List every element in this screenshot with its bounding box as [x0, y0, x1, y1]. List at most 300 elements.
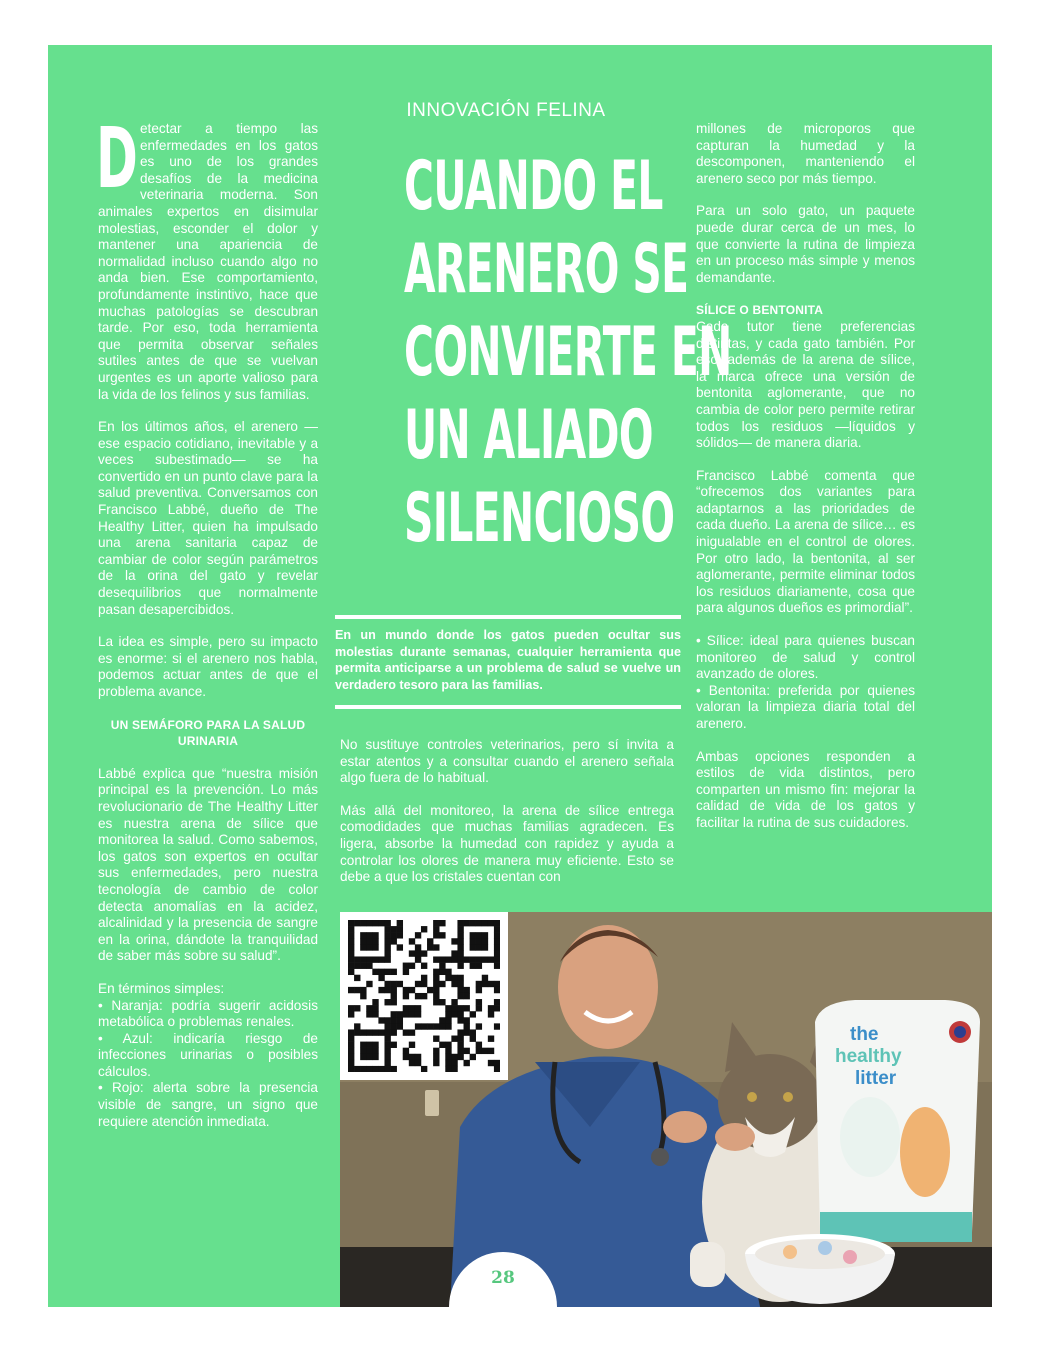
qr-module [366, 963, 372, 969]
qr-module [457, 975, 463, 981]
qr-module [457, 1036, 463, 1042]
qr-module [494, 950, 500, 956]
qr-module [384, 938, 390, 944]
qr-module [445, 1048, 451, 1054]
qr-module [445, 975, 451, 981]
qr-module [391, 932, 397, 938]
qr-module [378, 920, 384, 926]
qr-module [476, 1023, 482, 1029]
qr-module [494, 999, 500, 1005]
qr-module [415, 1005, 421, 1011]
qr-module [488, 1005, 494, 1011]
qr-module [457, 993, 463, 999]
qr-module [366, 1005, 372, 1011]
qr-module [470, 932, 476, 938]
qr-module [372, 920, 378, 926]
qr-module [348, 987, 354, 993]
qr-module [360, 1029, 366, 1035]
qr-module [488, 1048, 494, 1054]
qr-module [354, 1029, 360, 1035]
qr-module [360, 987, 366, 993]
qr-module [366, 1029, 372, 1035]
qr-module [494, 944, 500, 950]
qr-module [433, 975, 439, 981]
qr-module [384, 926, 390, 932]
qr-module [433, 932, 439, 938]
qr-module [421, 950, 427, 956]
qr-module [476, 938, 482, 944]
qr-module [494, 926, 500, 932]
qr-module [433, 926, 439, 932]
vet-with-cat-photo [340, 912, 992, 1307]
qr-module [457, 981, 463, 987]
qr-module [488, 1060, 494, 1066]
qr-module [476, 999, 482, 1005]
qr-module [391, 987, 397, 993]
qr-module [354, 987, 360, 993]
qr-module [348, 944, 354, 950]
qr-module [384, 944, 390, 950]
qr-module [354, 975, 360, 981]
headline-line: CONVIERTE EN [404, 313, 732, 392]
qr-pattern [348, 920, 500, 1072]
qr-module [391, 1011, 397, 1017]
qr-module [415, 932, 421, 938]
qr-module [433, 987, 439, 993]
qr-module [445, 1023, 451, 1029]
qr-module [384, 969, 390, 975]
qr-module [445, 956, 451, 962]
qr-module [384, 1023, 390, 1029]
qr-module [470, 1011, 476, 1017]
qr-module [488, 1011, 494, 1017]
qr-module [348, 969, 354, 975]
qr-module [397, 1017, 403, 1023]
qr-module [384, 1042, 390, 1048]
qr-module [427, 938, 433, 944]
qr-module [384, 1054, 390, 1060]
qr-module [476, 1005, 482, 1011]
bag-brand-text: healthy [835, 1046, 902, 1067]
qr-module [348, 1029, 354, 1035]
qr-module [439, 999, 445, 1005]
subheading: SÍLICE O BENTONITA [696, 303, 824, 318]
qr-module [403, 1054, 409, 1060]
qr-module [403, 963, 409, 969]
qr-module [403, 1048, 409, 1054]
qr-module [433, 956, 439, 962]
qr-module [476, 1048, 482, 1054]
qr-module [348, 1048, 354, 1054]
qr-module [488, 956, 494, 962]
qr-module [366, 981, 372, 987]
qr-module [482, 920, 488, 926]
qr-module [378, 1017, 384, 1023]
qr-module [372, 938, 378, 944]
qr-module [384, 1036, 390, 1042]
qr-module [445, 969, 451, 975]
qr-module [482, 932, 488, 938]
qr-module [397, 920, 403, 926]
qr-module [354, 1066, 360, 1072]
qr-module [457, 950, 463, 956]
qr-module [421, 926, 427, 932]
qr-module [403, 1011, 409, 1017]
page-number: 28 [491, 1268, 515, 1288]
qr-module [403, 1005, 409, 1011]
qr-module [488, 981, 494, 987]
qr-module [439, 1042, 445, 1048]
qr-module [348, 1066, 354, 1072]
qr-module [433, 999, 439, 1005]
qr-module [348, 963, 354, 969]
qr-module [482, 944, 488, 950]
qr-module [348, 926, 354, 932]
qr-module [391, 1066, 397, 1072]
qr-module [457, 1048, 463, 1054]
qr-module [433, 981, 439, 987]
qr-module [366, 1048, 372, 1054]
qr-module [391, 938, 397, 944]
qr-module [457, 944, 463, 950]
qr-module [421, 963, 427, 969]
list-item: • Azul: indicaría riesgo de infecciones urinarias o posibles cálculos. [98, 1030, 318, 1079]
list-item: • Rojo: alerta sobre la presencia visible de sangre, un signo que requiere atención inmediata. [98, 1080, 318, 1129]
paragraph: Francisco Labbé comenta que “ofrecemos dos variantes para adaptarnos a las prioridades de cada dueño. La arena de sílice… es inigualable en el control de olores. Por otro lado, la bentonita, al ser aglomerante, permite eliminar todos los residuos diariamente, cosa que para algunos dueños es primordial”. [696, 467, 915, 616]
headline-line: SILENCIOSO [404, 479, 675, 558]
qr-module [384, 956, 390, 962]
bag-brand-text: litter [855, 1068, 897, 1089]
qr-module [360, 920, 366, 926]
qr-module [384, 987, 390, 993]
qr-module [378, 1029, 384, 1035]
qr-module [482, 975, 488, 981]
list-item: • Bentonita: preferida por quienes valoran la limpieza diaria total del arenero. [696, 682, 915, 731]
qr-module [372, 999, 378, 1005]
qr-module [470, 1029, 476, 1035]
qr-module [409, 1060, 415, 1066]
qr-module [427, 987, 433, 993]
qr-module [457, 926, 463, 932]
qr-module [391, 926, 397, 932]
qr-module [415, 1023, 421, 1029]
paragraph: Labbé explica que “nuestra misión principal es la prevención. Lo más revolucionario de The Healthy Litter es nuestra arena de sílice que monitorea la salud. Como sabemos, los gatos son expertos en ocultar sus enfermedades, pero nuestra tecnología de cambio de color detecta anomalías en la acidez, alcalinidad y la presencia de sangre en la orina, dándote la tranquilidad de saber más sobre su salud”. [98, 765, 318, 964]
qr-module [476, 981, 482, 987]
qr-module [360, 1042, 366, 1048]
qr-module [360, 944, 366, 950]
qr-module [433, 1054, 439, 1060]
qr-module [451, 981, 457, 987]
qr-module [470, 956, 476, 962]
qr-module [384, 1048, 390, 1054]
paragraph: Cada tutor tiene preferencias distintas, y cada gato también. Por eso, además de la arena de sílice, la marca ofrece una versión de bentonita aglomerante, que no cambia de color pero permite retirar todos los residuos —líquidos y sólidos— de manera diaria. [696, 318, 915, 451]
qr-module [451, 1036, 457, 1042]
qr-module [366, 1042, 372, 1048]
qr-module [378, 1066, 384, 1072]
section-kicker: INNOVACIÓN FELINA [406, 100, 606, 121]
qr-module [421, 1066, 427, 1072]
qr-module [348, 920, 354, 926]
qr-module [457, 956, 463, 962]
paragraph: Más allá del monitoreo, la arena de sílice entrega comodidades que muchas familias agradecen. Es ligera, absorbe la humedad con rapidez y ayuda a controlar los olores de manera muy eficiente. Esto se debe a que los cristales cuentan con [340, 802, 674, 885]
qr-module [384, 920, 390, 926]
qr-module [457, 1054, 463, 1060]
qr-module [384, 1060, 390, 1066]
qr-code[interactable] [340, 912, 508, 1080]
qr-module [391, 1029, 397, 1035]
headline-line: CUANDO EL [404, 147, 663, 226]
qr-module [391, 1042, 397, 1048]
qr-module [482, 956, 488, 962]
qr-module [439, 932, 445, 938]
paragraph: Ambas opciones responden a estilos de vida distintos, pero comparten un mismo fin: mejorar la calidad de vida de los gatos y facilitar la rutina de sus cuidadores. [696, 748, 915, 830]
qr-module [451, 938, 457, 944]
headline-line: UN ALIADO [404, 396, 653, 475]
qr-module [494, 987, 500, 993]
qr-module [494, 932, 500, 938]
qr-module [482, 981, 488, 987]
qr-module [354, 963, 360, 969]
qr-module [457, 938, 463, 944]
qr-module [494, 1066, 500, 1072]
qr-module [366, 920, 372, 926]
qr-module [372, 932, 378, 938]
qr-module [366, 932, 372, 938]
qr-module [457, 987, 463, 993]
qr-module [433, 993, 439, 999]
bag-brand-text: the [850, 1024, 879, 1045]
qr-module [445, 1054, 451, 1060]
qr-module [348, 950, 354, 956]
qr-module [457, 1029, 463, 1035]
qr-module [445, 1060, 451, 1066]
qr-module [464, 1023, 470, 1029]
qr-module [439, 956, 445, 962]
qr-module [360, 1054, 366, 1060]
qr-module [366, 1054, 372, 1060]
qr-module [494, 1005, 500, 1011]
qr-module [360, 956, 366, 962]
qr-module [433, 1048, 439, 1054]
qr-module [403, 969, 409, 975]
subheading: UN SEMÁFORO PARA LA SALUD URINARIA [110, 717, 306, 749]
qr-module [372, 1054, 378, 1060]
qr-module [476, 956, 482, 962]
qr-module [421, 975, 427, 981]
qr-module [360, 938, 366, 944]
qr-module [409, 1005, 415, 1011]
qr-module [415, 993, 421, 999]
qr-module [433, 969, 439, 975]
qr-module [348, 956, 354, 962]
qr-module [476, 920, 482, 926]
qr-module [366, 1011, 372, 1017]
qr-module [433, 1060, 439, 1066]
qr-module [354, 920, 360, 926]
qr-module [464, 1060, 470, 1066]
qr-module [464, 987, 470, 993]
qr-module [360, 993, 366, 999]
qr-module [366, 1066, 372, 1072]
qr-module [470, 1054, 476, 1060]
qr-module [451, 975, 457, 981]
qr-module [439, 1017, 445, 1023]
qr-module [457, 1042, 463, 1048]
qr-module [439, 969, 445, 975]
magazine-page [48, 45, 992, 1307]
qr-module [445, 1011, 451, 1017]
qr-module [391, 1017, 397, 1023]
qr-module [476, 1042, 482, 1048]
qr-module [378, 956, 384, 962]
qr-module [451, 1054, 457, 1060]
qr-module [397, 1023, 403, 1029]
qr-module [403, 993, 409, 999]
qr-module [415, 981, 421, 987]
paragraph: En términos simples: [98, 980, 225, 996]
qr-module [427, 1023, 433, 1029]
qr-module [354, 956, 360, 962]
qr-module [433, 920, 439, 926]
qr-module [470, 944, 476, 950]
qr-module [372, 1005, 378, 1011]
intro-paragraph: Detectar a tiempo las enfermedades en los gatos es uno de los grandes desafíos de la medicina veterinaria moderna. Son animales expertos en disimular molestias, esconder el dolor y mantener una apariencia de normalidad incluso cuando algo no anda bien. Ese comportamiento, profundamente instintivo, hace que muchas patologías se descubran tarde. Por eso, toda herramienta que permita observar señales sutiles antes de que se vuelvan urgentes es un aporte valioso para la vida de los felinos y sus familias. [96, 109, 318, 402]
qr-module [360, 932, 366, 938]
qr-module [409, 1042, 415, 1048]
qr-module [409, 950, 415, 956]
qr-module [421, 1023, 427, 1029]
qr-module [494, 963, 500, 969]
qr-module [439, 963, 445, 969]
qr-module [360, 1048, 366, 1054]
qr-module [384, 999, 390, 1005]
qr-module [372, 1029, 378, 1035]
qr-module [409, 1029, 415, 1035]
qr-module [348, 938, 354, 944]
qr-module [403, 1029, 409, 1035]
qr-module [354, 1023, 360, 1029]
qr-module [482, 938, 488, 944]
qr-module [391, 993, 397, 999]
qr-module [360, 963, 366, 969]
qr-module [415, 1054, 421, 1060]
qr-module [482, 1048, 488, 1054]
qr-module [488, 920, 494, 926]
qr-module [348, 1011, 354, 1017]
qr-module [433, 1036, 439, 1042]
headline-line: ARENERO SE [404, 230, 689, 309]
qr-module [457, 1005, 463, 1011]
qr-module [372, 1042, 378, 1048]
qr-module [415, 1011, 421, 1017]
qr-module [451, 1066, 457, 1072]
qr-module [372, 1048, 378, 1054]
qr-module [378, 975, 384, 981]
qr-module [464, 1005, 470, 1011]
qr-module [348, 1005, 354, 1011]
qr-module [348, 932, 354, 938]
qr-module [348, 1036, 354, 1042]
qr-module [470, 1036, 476, 1042]
left-column [96, 109, 318, 1130]
qr-module [439, 920, 445, 926]
center-column [340, 737, 674, 902]
qr-module [470, 938, 476, 944]
qr-module [457, 932, 463, 938]
qr-module [494, 1060, 500, 1066]
divider [335, 705, 681, 709]
list-item: • Sílice: ideal para quienes buscan monitoreo de salud y control avanzado de olores. [696, 633, 915, 682]
qr-module [384, 1029, 390, 1035]
qr-module [415, 950, 421, 956]
paragraph: millones de microporos que capturan la humedad y la descomponen, manteniendo el arenero seco por más tiempo. [696, 121, 915, 186]
qr-module [378, 987, 384, 993]
qr-module [391, 999, 397, 1005]
qr-module [464, 956, 470, 962]
qr-module [494, 1023, 500, 1029]
qr-module [397, 981, 403, 987]
qr-module [445, 1005, 451, 1011]
qr-module [494, 938, 500, 944]
qr-module [397, 932, 403, 938]
qr-module [384, 950, 390, 956]
qr-module [415, 944, 421, 950]
right-column [696, 121, 915, 848]
qr-module [372, 969, 378, 975]
qr-module [415, 956, 421, 962]
qr-module [488, 1036, 494, 1042]
qr-module [372, 944, 378, 950]
qr-module [476, 932, 482, 938]
qr-module [360, 1066, 366, 1072]
qr-module [348, 1060, 354, 1066]
qr-module [397, 926, 403, 932]
qr-module [372, 1066, 378, 1072]
qr-module [403, 987, 409, 993]
qr-module [354, 1005, 360, 1011]
qr-module [421, 981, 427, 987]
qr-module [476, 944, 482, 950]
qr-module [464, 993, 470, 999]
qr-module [445, 1042, 451, 1048]
qr-module [433, 1023, 439, 1029]
qr-module [451, 956, 457, 962]
qr-module [451, 1060, 457, 1066]
qr-module [464, 1048, 470, 1054]
qr-module [409, 963, 415, 969]
qr-module [451, 1011, 457, 1017]
headline [336, 145, 732, 560]
qr-module [372, 1011, 378, 1017]
qr-module [397, 944, 403, 950]
qr-module [464, 920, 470, 926]
qr-module [378, 969, 384, 975]
qr-module [348, 1042, 354, 1048]
qr-module [494, 981, 500, 987]
qr-module [445, 1066, 451, 1072]
list-item: • Naranja: podría sugerir acidosis metabólica o problemas renales. [98, 997, 318, 1030]
qr-module [445, 1017, 451, 1023]
qr-module [464, 1029, 470, 1035]
paragraph: Para un solo gato, un paquete puede durar cerca de un mes, lo que convierte la rutina de limpieza en un proceso más simple y menos demandante. [696, 203, 915, 285]
qr-module [476, 963, 482, 969]
paragraph: La idea es simple, pero su impacto es enorme: si el arenero nos habla, podemos actuar antes de que el problema avance. [98, 634, 318, 699]
qr-module [409, 1011, 415, 1017]
qr-module [397, 1011, 403, 1017]
qr-module [439, 1023, 445, 1029]
qr-module [494, 920, 500, 926]
qr-module [366, 956, 372, 962]
